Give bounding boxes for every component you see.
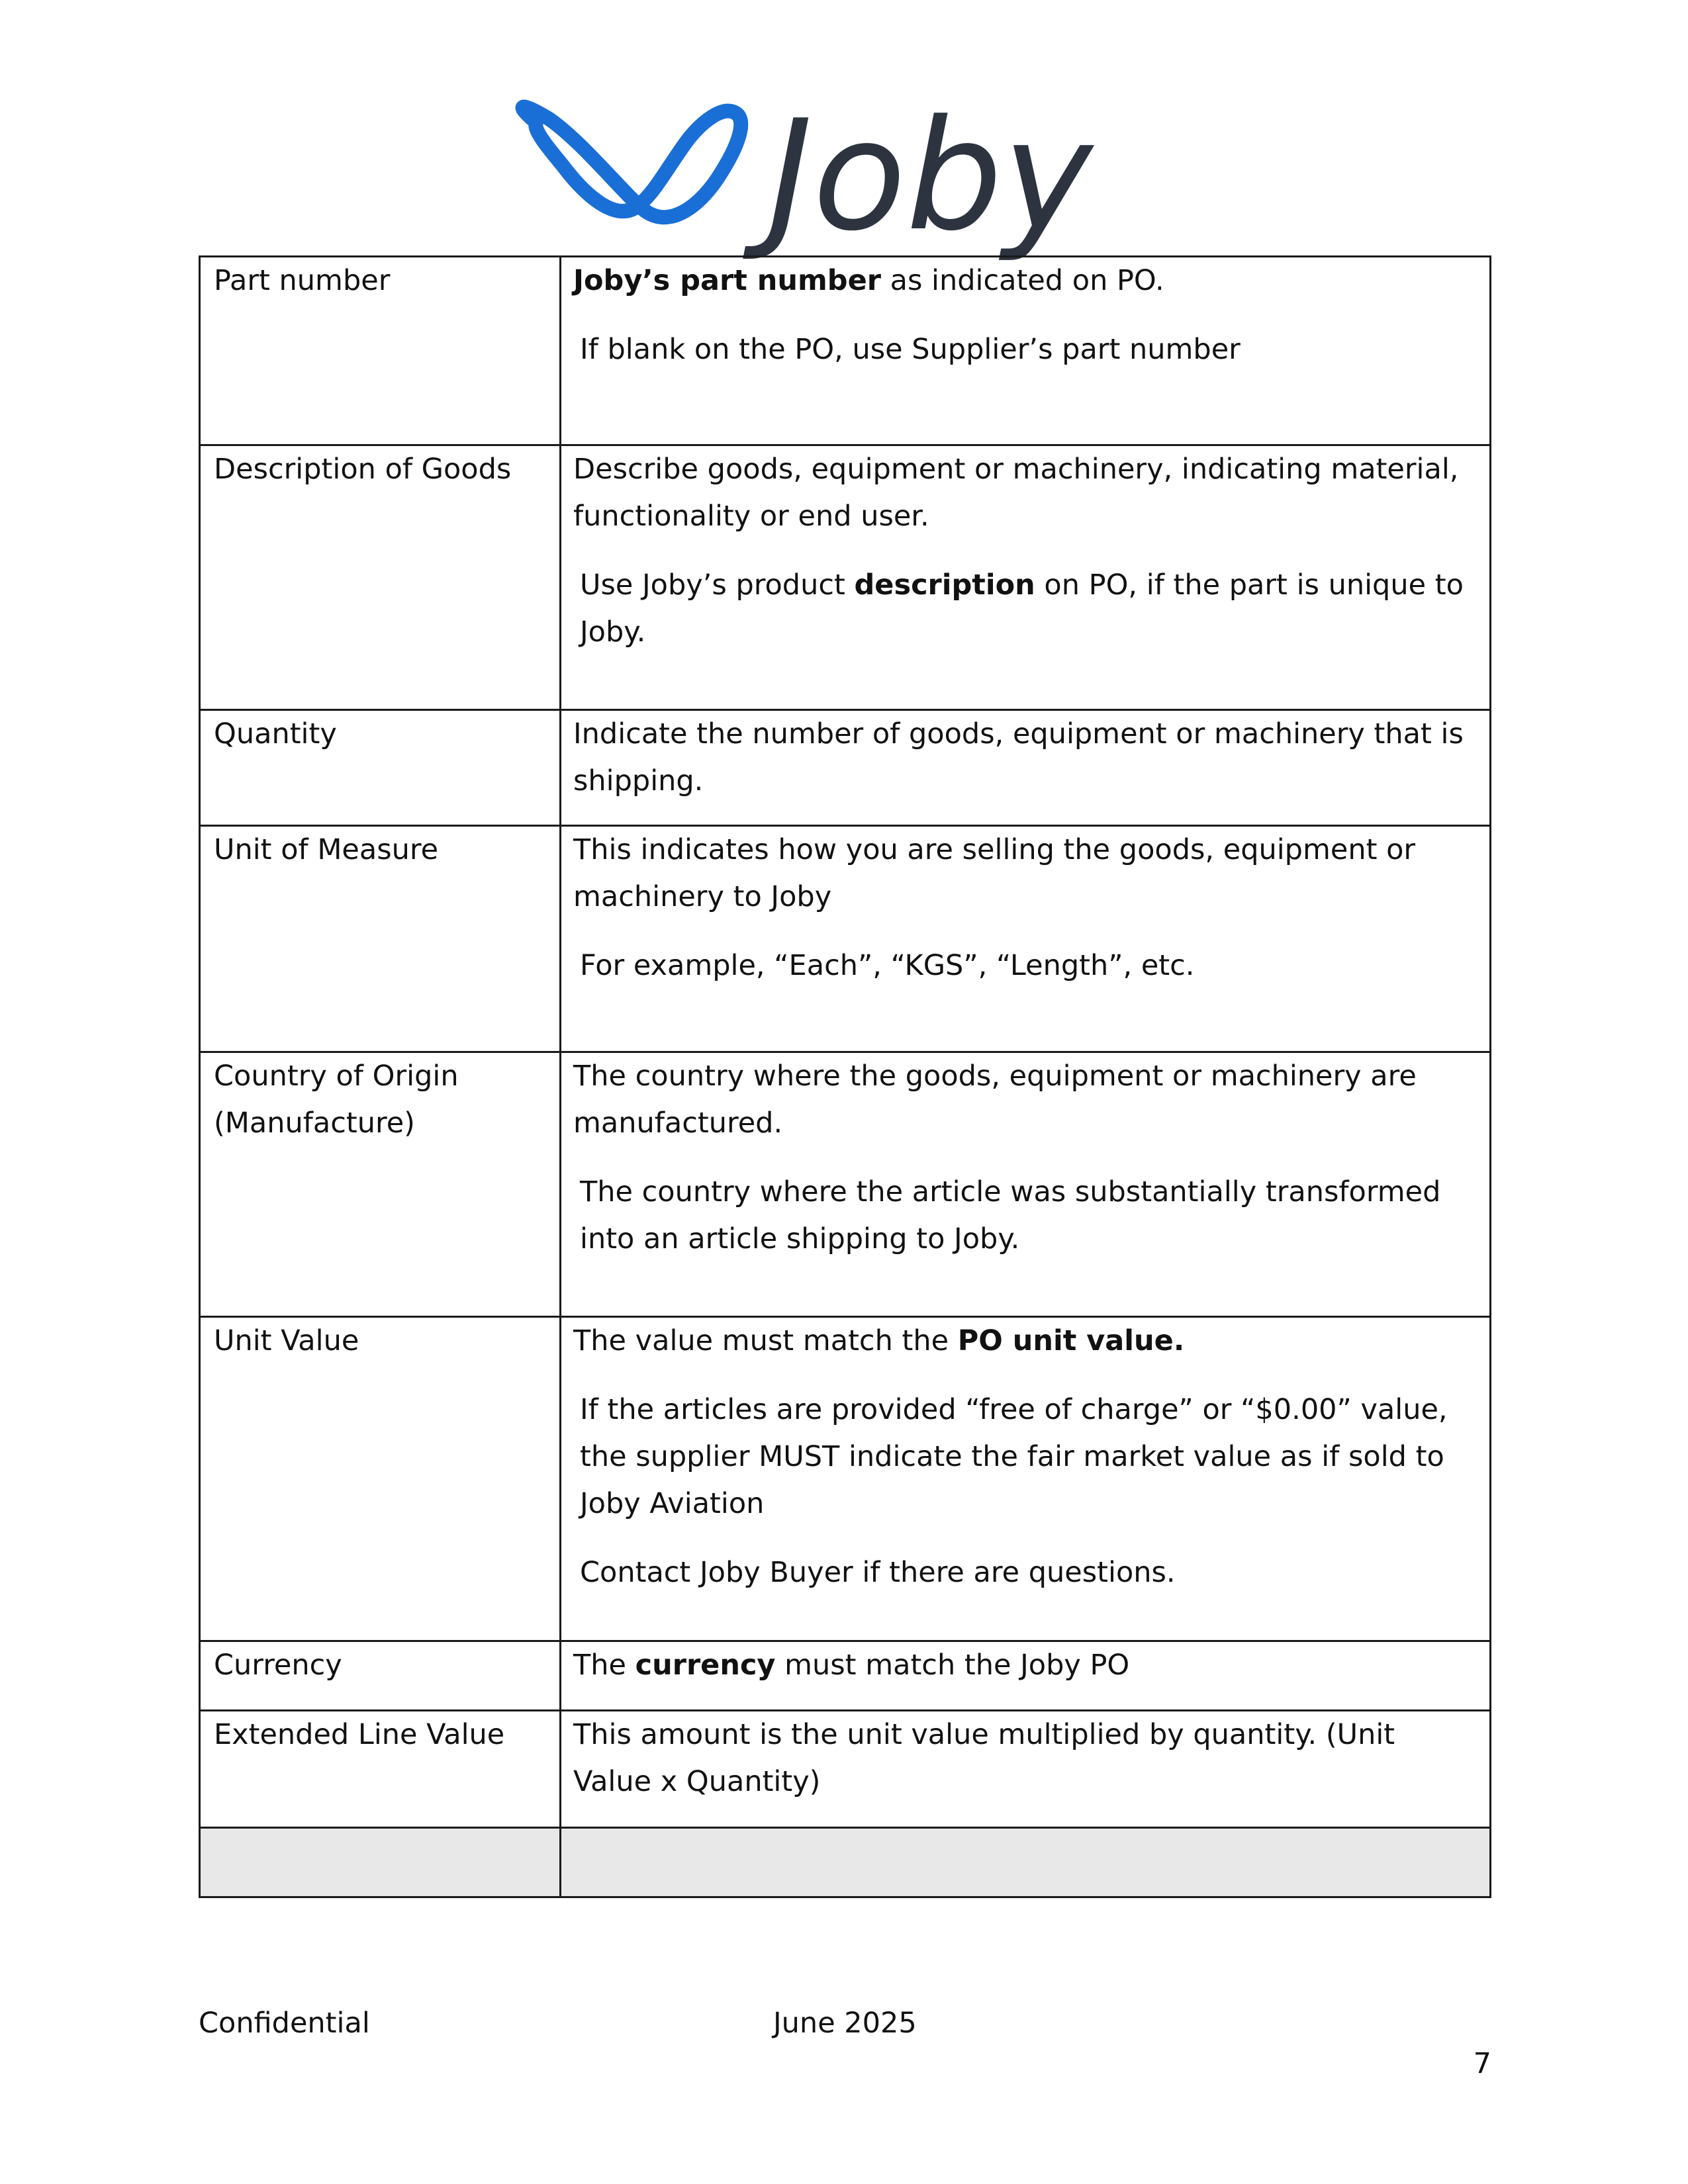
bold-text: currency <box>635 1649 776 1682</box>
joby-logo <box>510 93 1178 261</box>
field-label: Currency <box>200 1641 561 1711</box>
field-text: Use Joby’s product <box>580 569 855 602</box>
field-label: Extended Line Value <box>200 1711 561 1828</box>
field-description <box>561 1052 1491 1317</box>
field-text: Describe goods, equipment or machinery, indicating material, functionality or end user. <box>573 453 1459 533</box>
field-description <box>561 710 1491 826</box>
field-note: Contact Joby Buyer if there are questions. <box>580 1556 1176 1589</box>
field-label: Quantity <box>200 710 561 826</box>
table-row <box>200 1052 1491 1317</box>
joby-logo-graphic <box>510 93 1178 261</box>
empty-cell <box>561 1828 1491 1897</box>
bold-text: PO unit value. <box>957 1324 1185 1357</box>
field-label-line: (Manufacture) <box>214 1107 415 1140</box>
field-note: If blank on the PO, use Supplier’s part number <box>580 333 1241 366</box>
field-description <box>561 445 1491 710</box>
field-label: Unit of Measure <box>200 826 561 1052</box>
field-note: For example, “Each”, “KGS”, “Length”, etc. <box>580 949 1195 982</box>
field-text: This indicates how you are selling the goods, equipment or machinery to Joby <box>573 833 1416 913</box>
field-label-line: Country of Origin <box>214 1060 459 1093</box>
table-row <box>200 826 1491 1052</box>
table-row <box>200 1711 1491 1828</box>
field-description <box>561 1317 1491 1641</box>
field-text: The value must match the <box>573 1324 958 1357</box>
field-text: as indicated on PO. <box>880 264 1164 297</box>
table-row <box>200 1641 1491 1711</box>
empty-cell <box>200 1828 561 1897</box>
field-text: The <box>573 1649 635 1682</box>
field-text: Indicate the number of goods, equipment or machinery that is shipping. <box>573 717 1464 797</box>
joby-wordmark: Joby <box>768 93 1093 261</box>
field-label: Unit Value <box>200 1317 561 1641</box>
field-label <box>200 1052 561 1317</box>
field-text: This amount is the unit value multiplied by quantity. (Unit Value x Quantity) <box>573 1718 1395 1798</box>
field-note: If the articles are provided “free of charge” or “$0.00” value, the supplier MUST indicate the fair market value as if sold to Joby Aviation <box>580 1393 1448 1520</box>
joby-swoosh-mark <box>523 107 741 217</box>
field-text: must match the Joby PO <box>775 1649 1130 1682</box>
field-description <box>561 1641 1491 1711</box>
bold-text: Joby’s part number <box>573 264 881 297</box>
field-label: Description of Goods <box>200 445 561 710</box>
footer-confidential: Confidential <box>199 2007 370 2040</box>
field-text: on PO, if the part is unique to Joby. <box>580 569 1464 649</box>
empty-table-row <box>200 1828 1491 1897</box>
table-row <box>200 710 1491 826</box>
field-description <box>561 1711 1491 1828</box>
footer-date: June 2025 <box>773 2007 917 2040</box>
page-number: 7 <box>1473 2047 1491 2080</box>
bold-text: description <box>854 569 1035 602</box>
field-note: The country where the article was substantially transformed into an article shipping to Joby. <box>580 1175 1441 1255</box>
table-row <box>200 445 1491 710</box>
field-label: Part number <box>200 257 561 445</box>
table-row <box>200 257 1491 445</box>
field-description <box>561 826 1491 1052</box>
table-row <box>200 1317 1491 1641</box>
field-text: The country where the goods, equipment or machinery are manufactured. <box>573 1060 1417 1140</box>
field-description <box>561 257 1491 445</box>
invoice-field-table <box>199 255 1491 1898</box>
